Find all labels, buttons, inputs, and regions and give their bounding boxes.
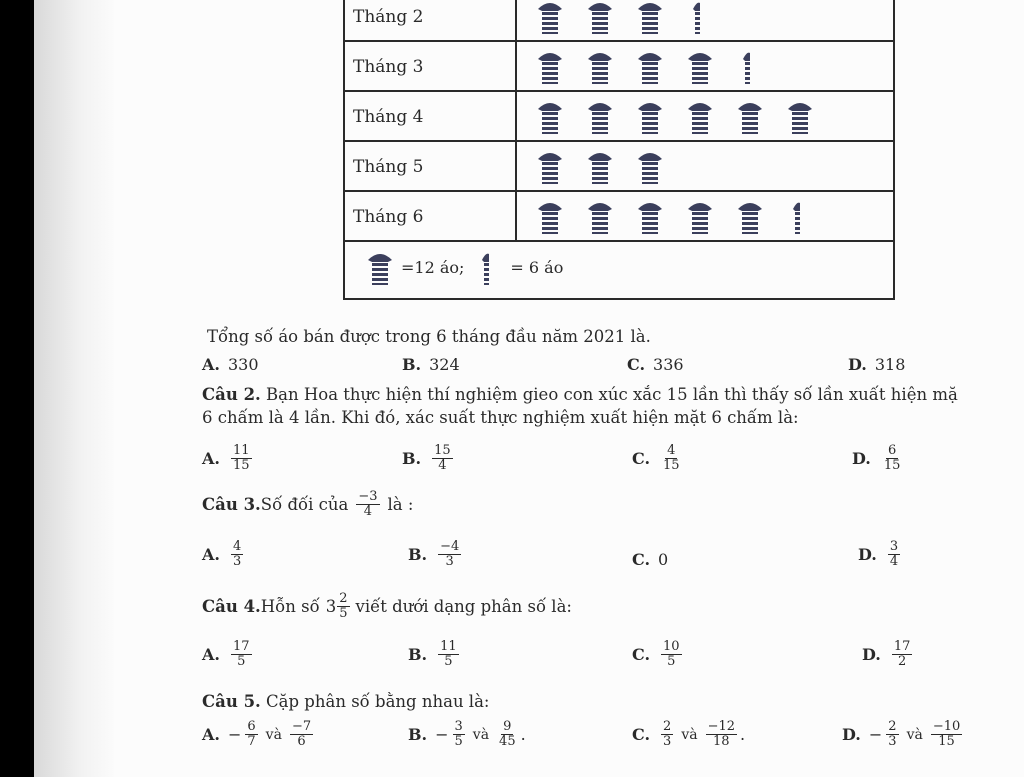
shirt-icon (633, 145, 667, 187)
shirt-icon (583, 45, 617, 87)
q5-text: Cặp phân số bằng nhau là: (260, 692, 490, 711)
conjunction: và (472, 726, 490, 743)
denominator: 5 (667, 654, 676, 669)
numerator: 4 (232, 539, 242, 554)
denominator: 3 (232, 554, 242, 569)
numerator: −7 (291, 719, 312, 734)
option-label: A. (202, 545, 220, 564)
row-divider (343, 140, 893, 142)
q3-suffix: là : (387, 495, 414, 514)
denominator: 4 (363, 504, 373, 519)
fraction (231, 640, 252, 669)
option-value: 330 (227, 355, 259, 374)
shirt-icon (533, 0, 567, 37)
q2-option-b (402, 444, 456, 473)
denominator: 5 (339, 606, 348, 621)
fraction (892, 640, 913, 669)
pictograph-legend (363, 246, 571, 288)
shirt-icon (583, 145, 617, 187)
shirt-icon (683, 195, 717, 237)
q2-line1 (202, 385, 958, 404)
fraction (245, 720, 257, 749)
page-margin-shadow (34, 0, 114, 777)
q5-option-a (202, 720, 316, 749)
half-shirt-icon (783, 195, 817, 237)
q3-option-d (858, 540, 903, 569)
numerator: 15 (434, 443, 451, 458)
shirt-icon (583, 0, 617, 37)
shirt-icon (583, 195, 617, 237)
table-column-divider (515, 0, 517, 240)
minus-sign: − (868, 725, 883, 744)
option-label: B. (402, 449, 422, 468)
row-divider (343, 190, 893, 192)
option-label: C. (632, 449, 651, 468)
half-shirt-icon (733, 45, 767, 87)
shirt-icon (363, 246, 397, 288)
row-divider (343, 90, 893, 92)
q1-option-d (848, 355, 905, 374)
denominator: 5 (444, 654, 453, 669)
shirt-icon (733, 95, 767, 137)
q3-option-a (202, 540, 246, 569)
shirt-icon (533, 95, 567, 137)
left-edge-bar (0, 0, 34, 777)
numerator: 11 (440, 639, 457, 654)
legend-full-text: =12 áo; (401, 257, 465, 277)
legend-half-text: = 6 áo (510, 257, 564, 277)
numerator: 2 (339, 591, 348, 606)
option-value: 318 (874, 355, 906, 374)
option-label: D. (858, 545, 877, 564)
fraction (886, 720, 898, 749)
icon-row (533, 95, 817, 137)
option-label: B. (408, 725, 428, 744)
option-label: D. (842, 725, 861, 744)
q3-option-c (632, 550, 668, 569)
option-value: 336 (653, 355, 684, 374)
option-label: A. (202, 645, 220, 664)
half-shirt-icon (683, 0, 717, 37)
option-label: C. (627, 355, 646, 374)
q4-prompt (202, 592, 572, 621)
minus-sign: − (435, 725, 449, 744)
fraction (356, 490, 379, 519)
minus-sign: − (227, 725, 242, 744)
shirt-icon (533, 195, 567, 237)
denominator: 45 (499, 734, 516, 749)
q1-option-a (202, 355, 259, 374)
denominator: 7 (247, 734, 256, 749)
denominator: 15 (663, 458, 680, 473)
mixed-whole: 3 (325, 597, 337, 616)
q5-title: Câu 5. (202, 692, 261, 711)
q3-text: Số đối của (260, 495, 349, 514)
shirt-icon (683, 45, 717, 87)
option-label: D. (862, 645, 881, 664)
fraction (497, 720, 518, 749)
shirt-icon (633, 0, 667, 37)
q1-option-c (627, 355, 684, 374)
row-divider (343, 240, 893, 242)
denominator: 5 (237, 654, 246, 669)
fraction (438, 540, 461, 569)
denominator: 4 (438, 458, 447, 473)
shirt-icon (633, 45, 667, 87)
fraction (931, 720, 962, 749)
numerator: 17 (232, 639, 250, 654)
option-label: A. (202, 355, 220, 374)
denominator: 2 (898, 654, 907, 669)
q4-option-c (632, 640, 685, 669)
shirt-icon (733, 195, 767, 237)
numerator: −10 (932, 719, 961, 734)
numerator: 2 (663, 719, 672, 734)
q2-option-c (632, 444, 685, 473)
fraction (706, 720, 737, 749)
q3-title: Câu 3. (202, 495, 261, 514)
conjunction: và (681, 726, 698, 743)
month-label: Tháng 4 (353, 107, 424, 127)
q2-text: Bạn Hoa thực hiện thí nghiệm gieo con xúc xắc 15 lần thì thấy số lần xuất hiện mặ (260, 385, 958, 404)
month-label: Tháng 5 (353, 157, 424, 177)
option-label: D. (848, 355, 867, 374)
option-label: C. (632, 725, 651, 744)
denominator: 5 (454, 734, 463, 749)
pictograph-table (343, 0, 893, 300)
denominator: 15 (938, 734, 955, 749)
q2-option-a (202, 444, 255, 473)
option-label: C. (632, 550, 651, 569)
numerator: −12 (707, 719, 736, 734)
q4-suffix: viết dưới dạng phân số là: (355, 597, 572, 616)
option-label: B. (408, 545, 428, 564)
option-label: D. (852, 449, 871, 468)
q4-option-b (408, 640, 462, 669)
fraction (290, 720, 313, 749)
fraction (231, 540, 243, 569)
numerator: 4 (667, 443, 676, 458)
shirt-icon (533, 45, 567, 87)
fraction (661, 720, 673, 749)
conjunction: và (265, 726, 282, 743)
numerator: 3 (889, 539, 899, 554)
fraction (453, 720, 465, 749)
q2-line2: 6 chấm là 4 lần. Khi đó, xác suất thực nghiệm xuất hiện mặt 6 chấm là: (202, 408, 799, 427)
numerator: −3 (358, 489, 378, 504)
denominator: 6 (297, 734, 306, 749)
denominator: 18 (713, 734, 730, 749)
shirt-icon (633, 195, 667, 237)
q5-option-b (408, 720, 526, 749)
option-label: B. (408, 645, 428, 664)
icon-row (533, 145, 667, 187)
fraction (661, 640, 682, 669)
denominator: 3 (663, 734, 672, 749)
q3-prompt (202, 490, 413, 519)
numerator: 6 (247, 719, 256, 734)
q4-title: Câu 4. (202, 597, 261, 616)
option-value: 324 (429, 355, 460, 374)
shirt-icon (783, 95, 817, 137)
q2-title: Câu 2. (202, 385, 261, 404)
numerator: −4 (440, 539, 460, 554)
fraction (337, 592, 349, 621)
row-divider (343, 40, 893, 42)
option-label: C. (632, 645, 651, 664)
shirt-icon (533, 145, 567, 187)
icon-row (533, 45, 767, 87)
fraction (432, 444, 453, 473)
numerator: 6 (888, 443, 897, 458)
q2-option-d (852, 444, 905, 473)
denominator: 3 (888, 734, 897, 749)
q4-option-a (202, 640, 255, 669)
month-label: Tháng 2 (353, 7, 424, 27)
q4-option-d (862, 640, 915, 669)
q3-option-b (408, 540, 464, 569)
q5-prompt (202, 692, 490, 711)
q5-option-d (842, 720, 965, 749)
option-label: A. (202, 725, 220, 744)
numerator: 9 (503, 719, 512, 734)
month-label: Tháng 6 (353, 207, 424, 227)
fraction (882, 444, 903, 473)
period: . (740, 725, 746, 744)
denominator: 4 (889, 554, 899, 569)
fraction (661, 444, 682, 473)
shirt-icon (583, 95, 617, 137)
q1-prompt: Tổng số áo bán được trong 6 tháng đầu năm 2021 là. (207, 327, 651, 346)
shirt-icon (633, 95, 667, 137)
numerator: 2 (888, 719, 897, 734)
numerator: 3 (454, 719, 463, 734)
month-label: Tháng 3 (353, 57, 424, 77)
option-label: B. (402, 355, 422, 374)
conjunction: và (906, 726, 923, 743)
numerator: 11 (232, 443, 250, 458)
q4-text: Hỗn số (260, 597, 320, 616)
option-value: 0 (658, 550, 669, 569)
numerator: 10 (663, 639, 680, 654)
option-label: A. (202, 449, 220, 468)
denominator: 3 (445, 554, 454, 569)
period: . (520, 725, 526, 744)
q5-option-c (632, 720, 745, 749)
denominator: 15 (232, 458, 250, 473)
fraction (438, 640, 459, 669)
shirt-icon (683, 95, 717, 137)
half-shirt-icon (472, 246, 506, 288)
icon-row (533, 0, 717, 37)
fraction (231, 444, 252, 473)
numerator: 17 (893, 639, 911, 654)
denominator: 15 (883, 458, 901, 473)
fraction (888, 540, 900, 569)
icon-row (533, 195, 817, 237)
q1-option-b (402, 355, 460, 374)
